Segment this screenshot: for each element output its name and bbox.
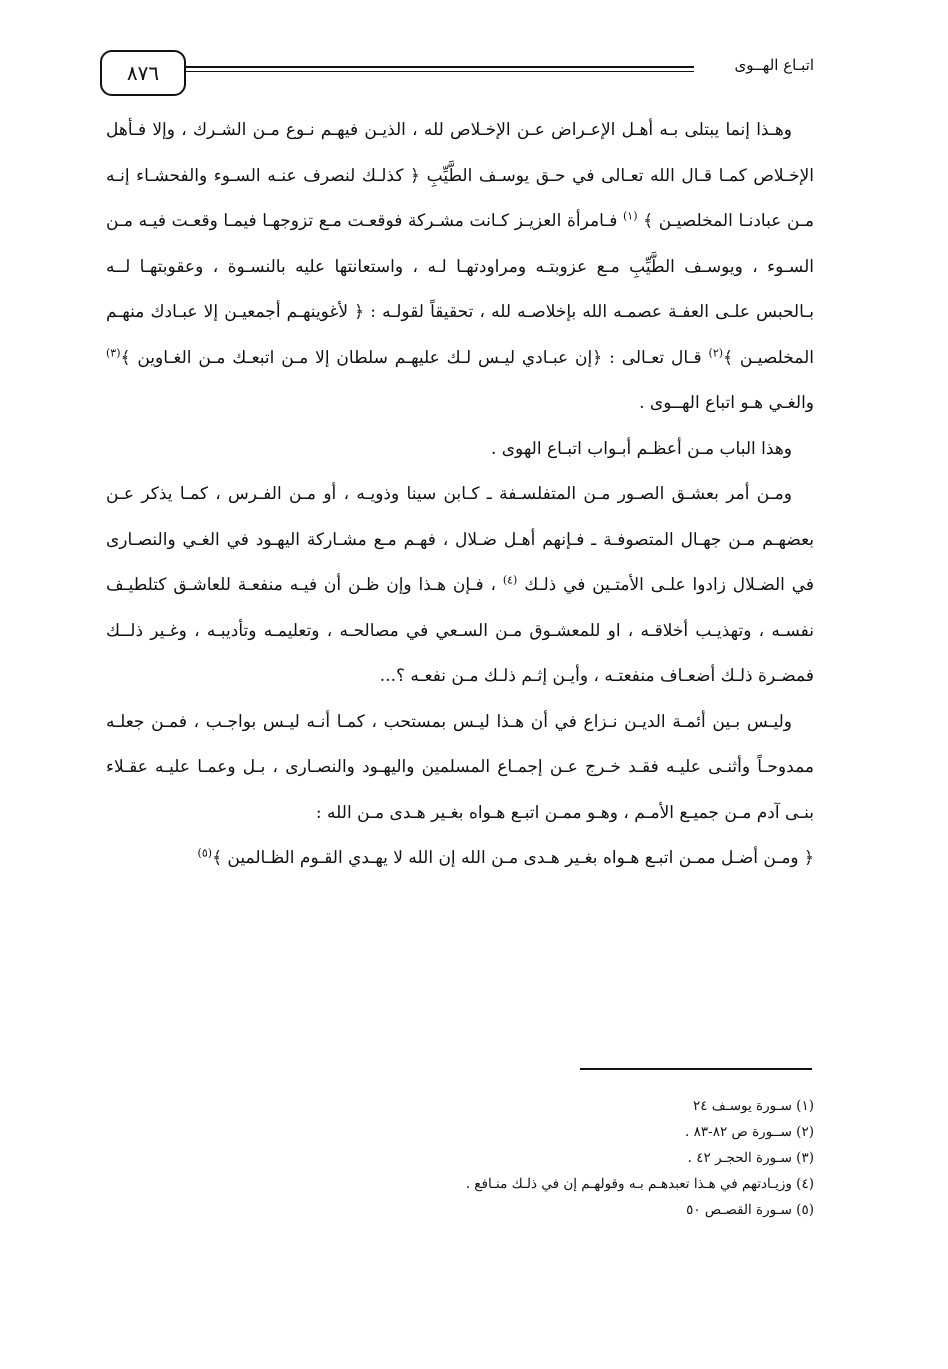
running-title: اتبـاع الهــوى [734, 56, 814, 74]
footnotes-list [106, 1093, 814, 1223]
body-text [106, 108, 814, 882]
footnote-1: (١) سـورة يوسـف ٢٤ [692, 1098, 814, 1114]
paragraph-7-text: ، فـإن هـذا وإن ظـن أن فيـه منفعـة للعاشـق كتلطيـف نفسـه ، وتهذيـب أخلاقـه ، او للمعشـوق مـن السـعي في مصالحـه ، وتعليمـه وتأديبـه ، وغـير ذلــك فمضـرة ذلـك أضعـاف منفعتـه ، وأيـن إثـم ذلـك مـن نفعـه ؟... [106, 575, 814, 686]
paragraph-2-text: فـامرأة العزيـز كـانت مشـركة فوقعـت مـع تزوجهـا فيمـا وقعـت فيـه مـن السـوء ، ويوسـف الطَّيِّبِ مـع عزوبتـه ومراودتهـا لـه ، واستعانتها عليه بالنسـوة ، وعقوبتهـا لــه بـالحبس علـى العفـة عصمـه الله بإخلاصـه لله ، تحقيقاً لقولـه : ﴿ لأغوينهـم أجمعيـن إلا عبـادك منهـم المخلصيـن ﴾ [106, 211, 815, 368]
paragraph-6 [106, 472, 814, 700]
footnote-ref-5: (٥) [197, 846, 213, 860]
footnote-3: (٣) سـورة الحجـر ٤٢ . [687, 1150, 814, 1166]
paragraph-5: وهذا الباب مـن أعظـم أبـواب اتبـاع الهوى . [490, 438, 792, 459]
paragraph-9 [106, 836, 814, 882]
paragraph-6-text: ومـن أمر بعشـق الصـور مـن المتفلسـفة ـ كـابن سينا وذويـه ، أو مـن الفـرس ، كمـا يذكر عـن بعضهـم مـن جهـال المتصوفـة ـ فـإنهم أهـل ضـلال ، فهـم مـع مشـاركة اليهـود في الغـي والنصـارى في الضـلال زادوا علـى الأمتـين في ذلـك [106, 484, 815, 595]
paragraph-1-text: وهـذا إنما يبتلى بـه أهـل الإعـراض عـن الإخـلاص لله ، الذيـن فيهـم نـوع مـن الشـرك ، وإلا فـأهل الإخـلاص كمـا قـال الله تعـالى في حـق يوسـف الطَّيِّبِ ﴿ كذلـك لنصرف عنـه السـوء والفحشـاء إنـه مـن عبادنـا المخلصيـن ﴾ [106, 120, 815, 231]
paragraph-8: وليـس بـين أئمـة الديـن نـزاع في أن هـذا ليـس بمستحب ، كمـا أنـه ليـس بواجـب ، فمـن جعلـه ممدوحـاً وأثنـى عليـه فقـد خـرج عـن إجمـاع المسلمين واليهـود والنصـارى ، بـل وعمـا عليـه عقـلاء بنـى آدم مـن جميـع الأمـم ، وهـو ممـن اتبـع هـواه بغـير هـدى مـن الله : [106, 711, 814, 823]
footnote-ref-2: (٢) [708, 345, 724, 359]
page-number: ٨٧٦ [100, 50, 186, 96]
header-rule [186, 66, 694, 68]
page-header [100, 50, 814, 96]
paragraph-1 [106, 108, 814, 427]
footnote-2: (٢) ســورة ص ٨٢-٨٣ . [685, 1124, 814, 1140]
footnote-4: (٤) وزيـادتهم في هـذا تعبدهـم بـه وقولهـم إن في ذلـك منـافع . [465, 1176, 814, 1192]
paragraph-4-text: والغـي هـو اتباع الهــوى . [639, 393, 814, 413]
header-rule-thin [186, 71, 694, 72]
paragraph-3-text: قـال تعـالى : ﴿إن عبـادي ليـس لـك عليهـم سلطان إلا مـن اتبعـك مـن الغـاوين ﴾ [120, 347, 702, 368]
footnote-ref-1: (١) [622, 209, 638, 223]
footnote-5: (٥) سـورة القصـص ٥٠ [686, 1202, 814, 1218]
footnote-separator [580, 1068, 812, 1070]
paragraph-9-text: ﴿ ومـن أضـل ممـن اتبـع هـواه بغـير هـدى مـن الله إن الله لا يهـدي القـوم الظـالمين ﴾ [212, 848, 814, 868]
footnote-ref-4: (٤) [502, 573, 518, 587]
footnote-ref-3: (٣) [106, 345, 121, 359]
